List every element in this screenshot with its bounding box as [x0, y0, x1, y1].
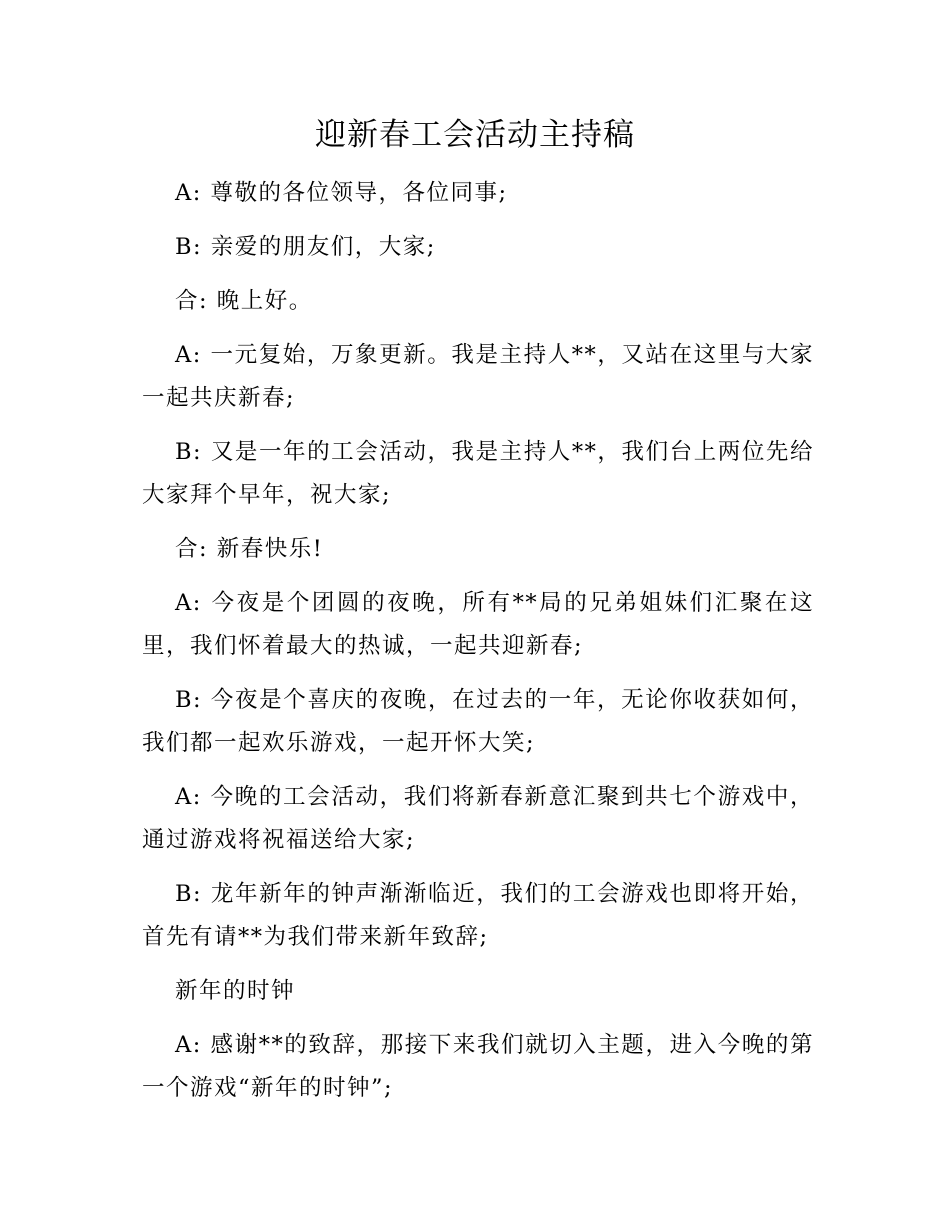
paragraph: A: 尊敬的各位领导，各位同事; [175, 180, 508, 206]
paragraph: B: 亲爱的朋友们，大家; [175, 234, 436, 260]
paragraph: A: 今夜是个团圆的夜晚，所有**局的兄弟姐妹们汇聚在这里，我们怀着最大的热诚，一起共迎新春; [142, 590, 814, 659]
document-body [142, 172, 814, 1121]
paragraph: B: 龙年新年的钟声渐渐临近，我们的工会游戏也即将开始，首先有请**为我们带来新年致辞; [142, 881, 814, 950]
section-heading: 新年的时钟 [175, 978, 296, 1004]
paragraph: A: 感谢**的致辞，那接下来我们就切入主题，进入今晚的第一个游戏“新年的时钟”; [142, 1032, 814, 1101]
paragraph: 合: 新春快乐! [175, 536, 324, 562]
paragraph: B: 今夜是个喜庆的夜晚，在过去的一年，无论你收获如何，我们都一起欢乐游戏，一起开怀大笑; [142, 687, 814, 756]
paragraph: B: 又是一年的工会活动，我是主持人**，我们台上两位先给大家拜个早年，祝大家; [142, 439, 814, 508]
paragraph: A: 一元复始，万象更新。我是主持人**，又站在这里与大家一起共庆新春; [142, 342, 814, 411]
paragraph: A: 今晚的工会活动，我们将新春新意汇聚到共七个游戏中，通过游戏将祝福送给大家; [142, 784, 814, 853]
document-title: 迎新春工会活动主持稿 [315, 117, 635, 153]
paragraph: 合: 晚上好。 [175, 288, 313, 314]
